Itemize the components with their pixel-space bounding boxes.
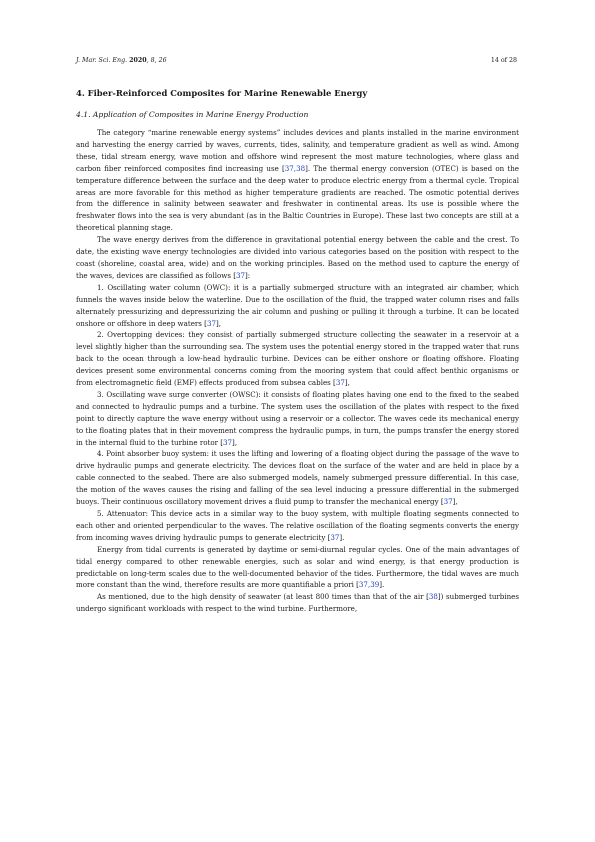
page-header <box>76 57 517 65</box>
article-body <box>76 88 519 615</box>
citation-link[interactable]: 37,38 <box>284 163 306 173</box>
citation-link[interactable]: 37 <box>236 270 246 280</box>
citation-link[interactable]: 37 <box>206 318 216 328</box>
journal-name: J. Mar. Sci. Eng. <box>76 57 128 64</box>
citation-link[interactable]: 37,39 <box>358 580 380 590</box>
citation-link[interactable]: 38 <box>428 592 438 602</box>
citation-link[interactable]: 37 <box>330 532 340 542</box>
paragraph: As mentioned, due to the high density of seawater (at least 800 times than that of the air [38]) submerged turbines undergo significant workloads with respect to the wind turbine. Furthermore, <box>76 592 520 614</box>
citation-link[interactable]: 37 <box>443 497 453 507</box>
journal-year: 2020 <box>129 57 147 64</box>
paragraph: 5. Attenuator: This device acts in a similar way to the buoy system, with multiple floating segments connected to each other and oriented perpendicular to the waves. The relative oscillation of the floating segments converts the energy from incoming waves driving hydraulic pumps to generate electricity [37]. <box>76 509 519 542</box>
paragraph: 2. Overtopping devices: they consist of partially submerged structure collecting the seawater in a reservoir at a level slightly higher than the surrounding sea. The system uses the potential energy stored in the trapped water that runs back to the ocean through a low-head hydraulic turbine. Devices can be either onshore or floating offshore. Floating devices present some environmental concerns coming from the mooring system that could affect benthic organisms or from electromagnetic field (EMF) effects produced from subsea cables [37], <box>76 330 519 388</box>
citation-link[interactable]: 37 <box>223 437 233 447</box>
paragraph: 4. Point absorber buoy system: it uses the lifting and lowering of a floating object during the passage of the wave to drive hydraulic pumps and generate electricity. The devices float on the surface of the water and are held in place by a cable connected to the seabed. There are also submerged models, namely submerged pressure differential. In this case, the motion of the waves causes the rising and falling of the sea level inducing a pressure differential in the submerged buoys. Their continuous oscillatory movement drives a fluid pump to transfer the mechanical energy [37], <box>76 449 519 507</box>
subsection-title: 4.1. Application of Composites in Marine Energy Production <box>76 110 309 119</box>
paragraph: 1. Oscillating water column (OWC): it is a partially submerged structure with an integrated air chamber, which funnels the waves inside below the waterline. Due to the oscillation of the fluid, the trapped water column rises and falls alternately pressurizing and depressurizing the air column and pushing or pulling it through a turbine. It can be located onshore or offshore in deep waters [37], <box>76 282 519 328</box>
citation-link[interactable]: 37 <box>335 378 345 388</box>
paragraph: The wave energy derives from the difference in gravitational potential energy between the cable and the crest. To date, the existing wave energy technologies are divided into various categories based on the position with respect to the coast (shoreline, coastal area, wide) and on the working principles. Based on the method used to capture the energy of the waves, devices are classified as follows [37]: <box>76 235 519 280</box>
journal-volume: , 8, 26 <box>146 57 167 64</box>
paragraph: The category “marine renewable energy systems” includes devices and plants installed in the marine environment and harvesting the energy carried by waves, currents, tides, salinity, and temperature gradient as well as wind. Among these, tidal stream energy, wave motion and offshore wind represent the most mature technologies, where glass and carbon fiber reinforced composites find increasing use [37,38]. The thermal energy conversion (OTEC) is based on the temperature difference between the surface and the deep water to produce electric energy from a thermal cycle. Tropical areas are more favorable for this method as higher temperature gradients are reached. The osmotic potential derives from the difference in salinity between seawater and freshwater in continental areas. Its use is possible where the freshwater flows into the sea is very abundant (as in the Baltic Countries in Europe). These last two concepts are still at a theoretical planning stage. <box>76 128 519 233</box>
section-title: 4. Fiber-Reinforced Composites for Marine Renewable Energy <box>76 88 368 98</box>
page-number: 14 of 28 <box>490 57 517 64</box>
journal-citation <box>76 57 167 65</box>
paragraph: Energy from tidal currents is generated by daytime or semi-diurnal regular cycles. One of the main advantages of tidal energy compared to other renewable energies, such as solar and wind energy, is that energy production is predictable on long-term scales due to the well-documented behavior of the tides. Furthermore, the tidal waves are much more constant than the wind, therefore results are more quantifiable a priori [37,39]. <box>76 544 519 590</box>
paragraph: 3. Oscillating wave surge converter (OWSC): it consists of floating plates having one end to the fixed to the seabed and connected to hydraulic pumps and a turbine. The system uses the oscillation of the plates with respect to the fixed point to directly capture the wave energy without using a reservoir or a collector. The waves cede its mechanical energy to the floating plates that in their movement compress the hydraulic pumps, in turn, the pumps transfer the energy stored in the internal fluid to the turbine rotor [37], <box>76 389 519 447</box>
